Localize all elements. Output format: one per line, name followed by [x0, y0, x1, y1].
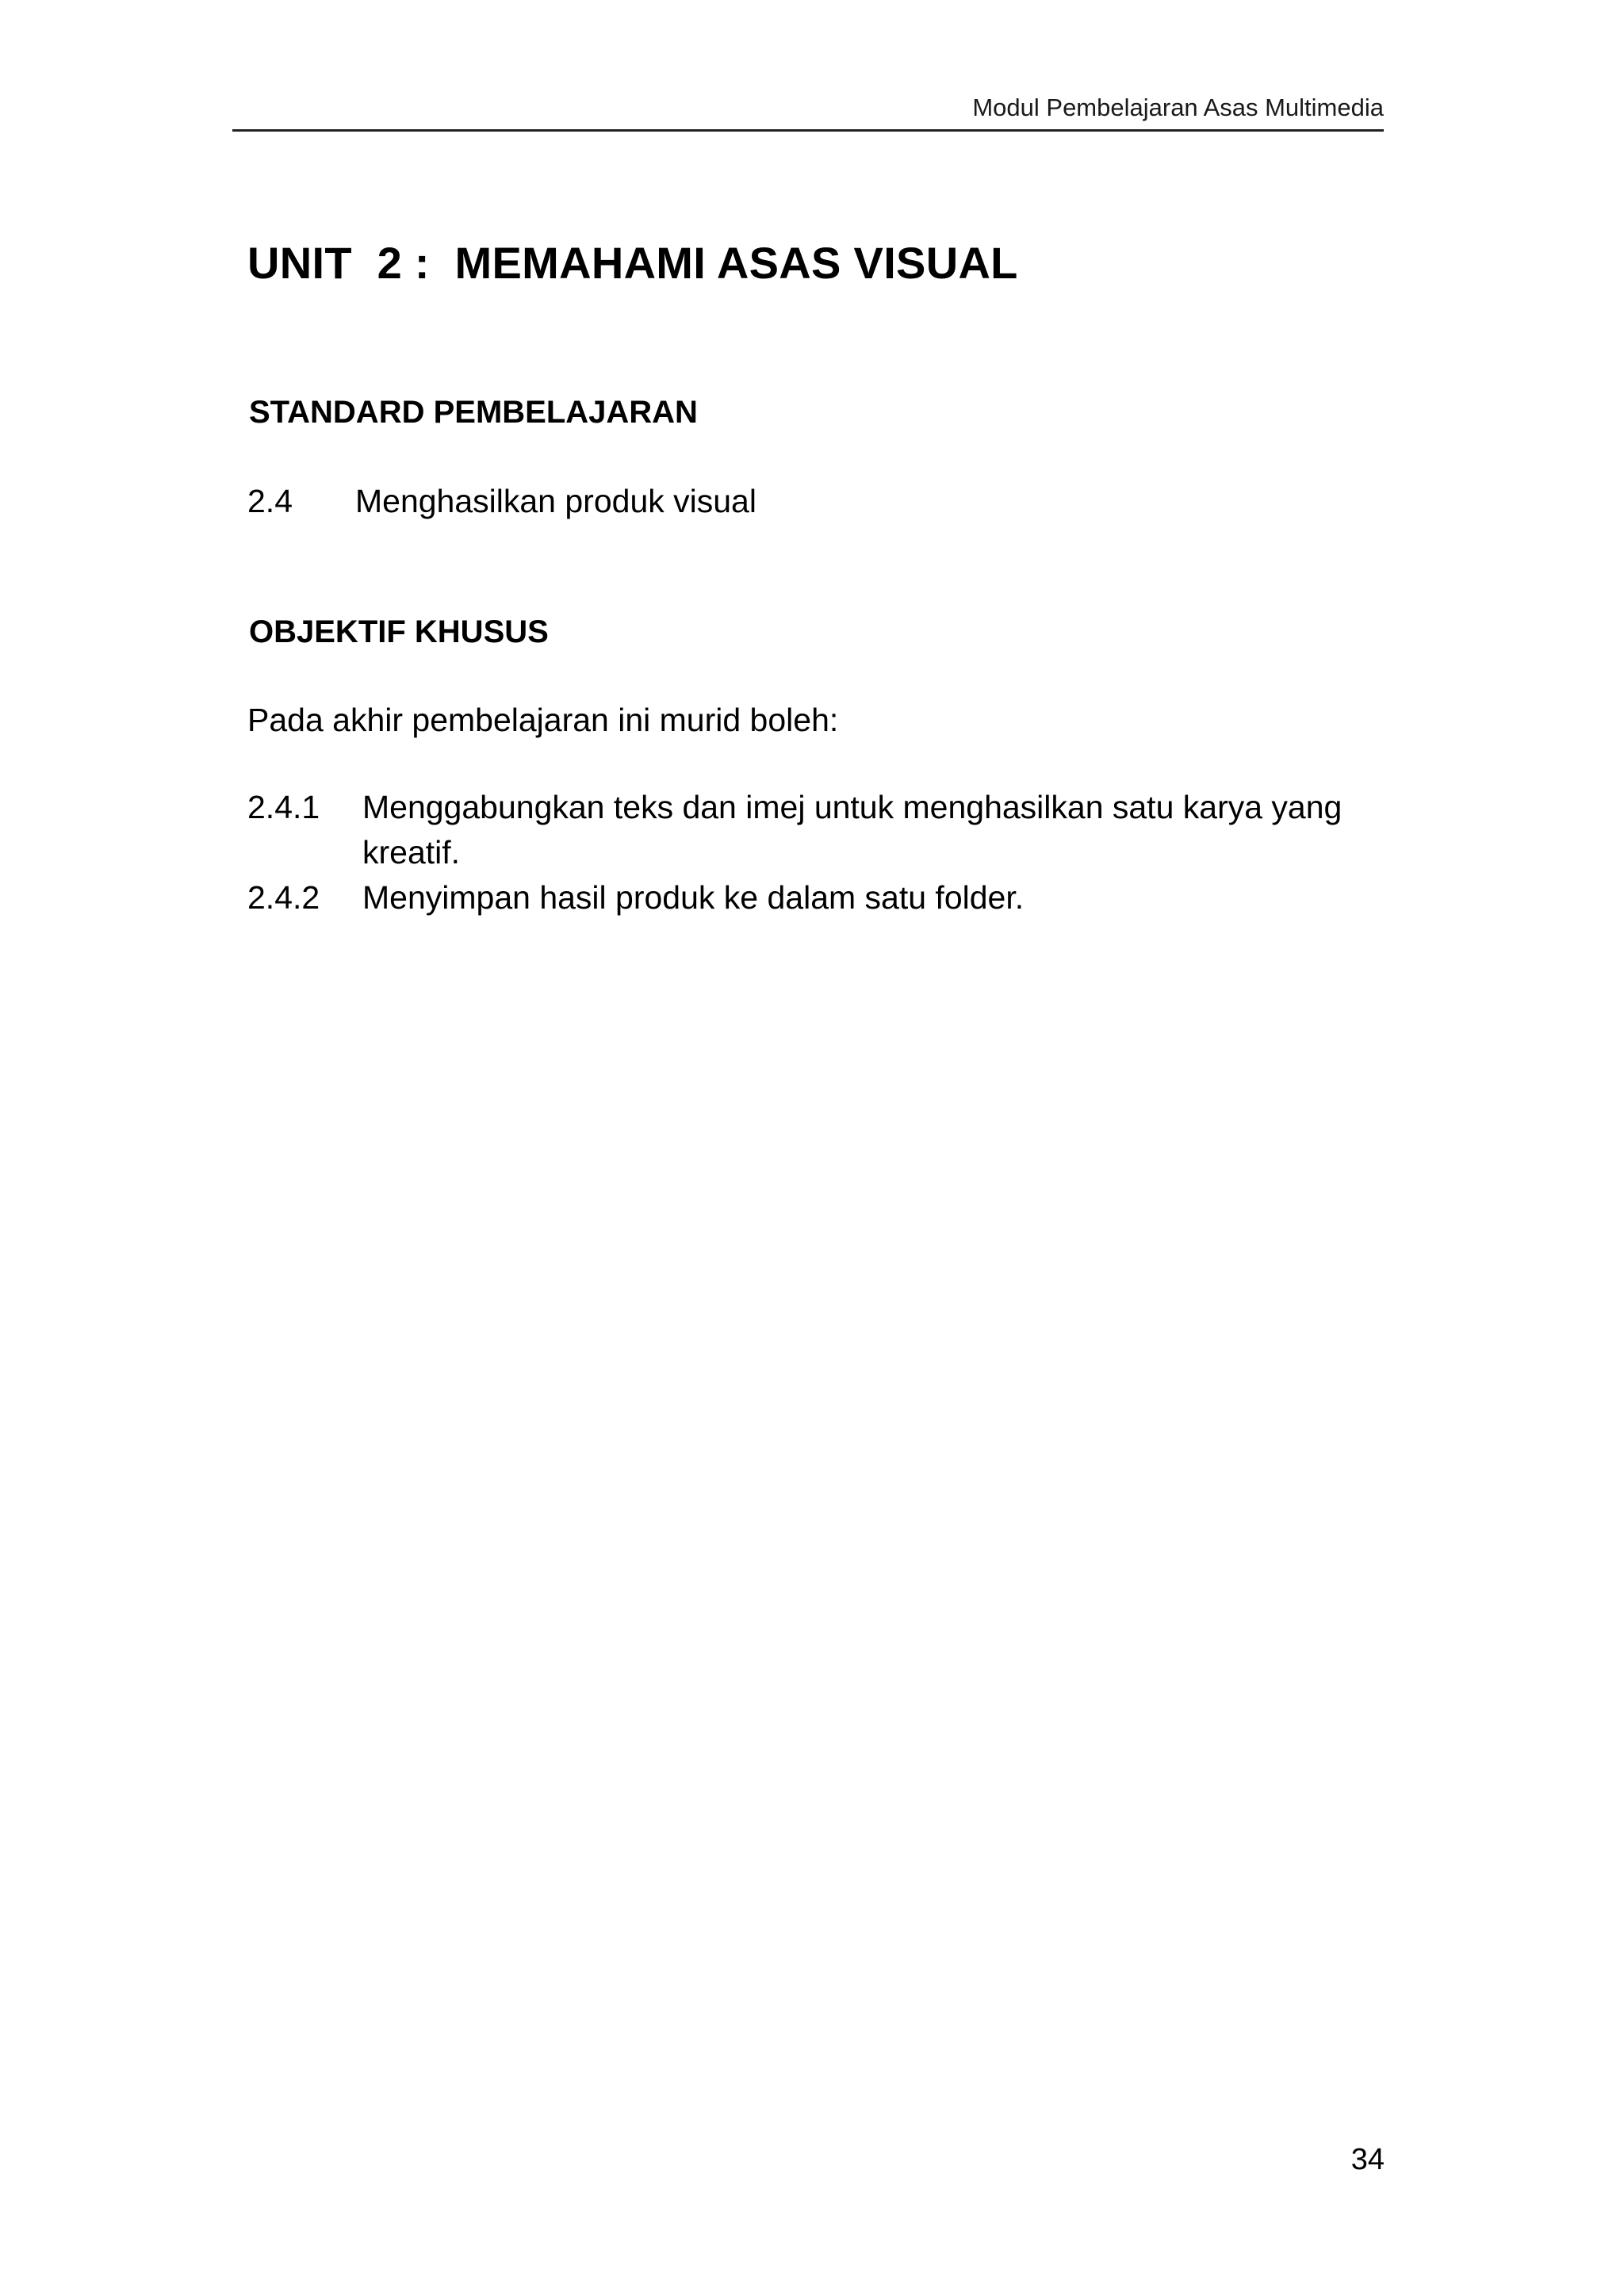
objective-text: Menggabungkan teks dan imej untuk menghasilkan satu karya yang kreatif.	[362, 789, 1342, 871]
standard-item-number: 2.4	[247, 483, 293, 519]
objectives-list	[247, 785, 1389, 920]
objective-item	[247, 785, 1389, 875]
header-rule	[232, 129, 1384, 132]
objective-number: 2.4.2	[247, 879, 320, 916]
unit-title: UNIT 2 : MEMAHAMI ASAS VISUAL	[247, 238, 1018, 288]
standard-item-text: Menghasilkan produk visual	[355, 483, 756, 519]
page-number: 34	[1350, 2143, 1385, 2176]
objectives-intro: Pada akhir pembelajaran ini murid boleh:	[247, 702, 839, 738]
objective-text: Menyimpan hasil produk ke dalam satu folder.	[362, 879, 1025, 916]
objective-item	[247, 875, 1389, 920]
objective-number: 2.4.1	[247, 789, 320, 825]
standard-heading: STANDARD PEMBELAJARAN	[249, 395, 698, 430]
objectives-heading: OBJEKTIF KHUSUS	[249, 614, 549, 649]
running-header: Modul Pembelajaran Asas Multimedia	[972, 94, 1384, 121]
